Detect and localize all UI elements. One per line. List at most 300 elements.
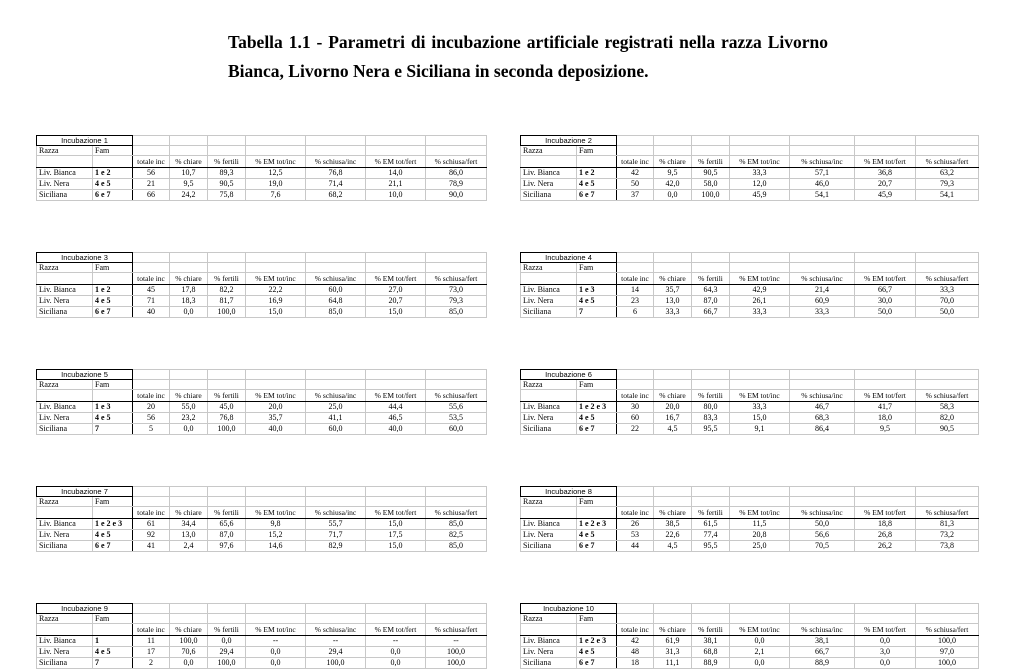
column-header: totale inc <box>133 507 170 519</box>
breed-cell: Liv. Nera <box>521 296 577 307</box>
value-cell: 90,0 <box>426 190 487 201</box>
column-header-row <box>37 273 487 285</box>
empty-cell <box>170 146 208 156</box>
value-cell: 100,0 <box>692 190 730 201</box>
column-header: % EM tot/inc <box>730 273 790 285</box>
value-cell: 100,0 <box>426 658 487 669</box>
family-cell: 6 e 7 <box>577 190 617 201</box>
empty-cell <box>730 253 790 263</box>
value-cell: 66,7 <box>692 307 730 318</box>
empty-cell <box>654 487 692 497</box>
value-cell: 63,2 <box>916 168 979 179</box>
value-cell: 15,2 <box>246 530 306 541</box>
value-cell: 42,9 <box>730 285 790 296</box>
value-cell: 20,8 <box>730 530 790 541</box>
label-row <box>521 146 979 156</box>
value-cell: 30,0 <box>855 296 916 307</box>
empty-cell <box>306 253 366 263</box>
value-cell: 42 <box>617 168 654 179</box>
column-header: % EM tot/fert <box>366 507 426 519</box>
empty-cell <box>133 497 170 507</box>
empty-cell <box>133 146 170 156</box>
empty-cell <box>170 380 208 390</box>
value-cell: 71,7 <box>306 530 366 541</box>
column-header: % chiare <box>170 390 208 402</box>
value-cell: 33,3 <box>730 402 790 413</box>
empty-cell <box>208 370 246 380</box>
value-cell: 82,9 <box>306 541 366 552</box>
value-cell: 83,3 <box>692 413 730 424</box>
value-cell: 14,0 <box>366 168 426 179</box>
value-cell: 87,0 <box>208 530 246 541</box>
value-cell: 56,6 <box>790 530 855 541</box>
empty-cell <box>692 604 730 614</box>
value-cell: 25,0 <box>730 541 790 552</box>
empty-cell <box>246 497 306 507</box>
empty-cell <box>855 497 916 507</box>
table-row <box>521 541 979 552</box>
value-cell: 31,3 <box>654 647 692 658</box>
family-cell: 1 e 2 e 3 <box>577 402 617 413</box>
empty-cell <box>170 604 208 614</box>
label-row <box>521 380 979 390</box>
column-header: % EM tot/inc <box>730 624 790 636</box>
column-header: totale inc <box>133 624 170 636</box>
breed-cell: Liv. Bianca <box>37 402 93 413</box>
value-cell: 90,5 <box>692 168 730 179</box>
empty-cell <box>426 497 487 507</box>
family-cell: 1 e 2 e 3 <box>93 519 133 530</box>
column-header: % fertili <box>692 156 730 168</box>
column-header: % chiare <box>654 390 692 402</box>
value-cell: 65,6 <box>208 519 246 530</box>
value-cell: 97,0 <box>916 647 979 658</box>
empty-cell <box>790 497 855 507</box>
family-cell: 6 e 7 <box>577 541 617 552</box>
breed-cell: Liv. Bianca <box>521 168 577 179</box>
value-cell: 3,0 <box>855 647 916 658</box>
value-cell: 54,1 <box>790 190 855 201</box>
table-title: Incubazione 4 <box>521 253 617 263</box>
value-cell: 41,7 <box>855 402 916 413</box>
fam-label: Fam <box>577 380 617 390</box>
value-cell: 20,0 <box>654 402 692 413</box>
empty-cell <box>170 370 208 380</box>
empty-cell <box>617 370 654 380</box>
table-row <box>521 530 979 541</box>
value-cell: 38,1 <box>790 636 855 647</box>
empty-cell <box>426 487 487 497</box>
empty-cell <box>306 487 366 497</box>
column-header: % EM tot/inc <box>730 390 790 402</box>
table-row <box>37 424 487 435</box>
value-cell: 80,0 <box>692 402 730 413</box>
incubation-table <box>36 135 487 201</box>
empty-cell <box>133 604 170 614</box>
empty-cell <box>133 380 170 390</box>
empty-cell <box>692 263 730 273</box>
column-header: % EM tot/inc <box>246 156 306 168</box>
table-row <box>521 168 979 179</box>
empty-cell <box>577 156 617 168</box>
value-cell: 18,3 <box>170 296 208 307</box>
value-cell: 18,8 <box>855 519 916 530</box>
breed-cell: Liv. Nera <box>37 296 93 307</box>
table-row <box>521 636 979 647</box>
value-cell: 15,0 <box>366 541 426 552</box>
table-row <box>37 647 487 658</box>
value-cell: 29,4 <box>306 647 366 658</box>
value-cell: 82,5 <box>426 530 487 541</box>
value-cell: 100,0 <box>208 658 246 669</box>
column-header: % chiare <box>170 624 208 636</box>
value-cell: 45,9 <box>730 190 790 201</box>
value-cell: 90,5 <box>916 424 979 435</box>
empty-cell <box>654 253 692 263</box>
column-header-row <box>521 624 979 636</box>
value-cell: 22 <box>617 424 654 435</box>
incubation-table <box>36 252 487 318</box>
value-cell: 85,0 <box>426 519 487 530</box>
value-cell: 46,0 <box>790 179 855 190</box>
empty-cell <box>916 263 979 273</box>
value-cell: 45,0 <box>208 402 246 413</box>
breed-cell: Liv. Nera <box>521 530 577 541</box>
empty-cell <box>692 370 730 380</box>
column-header: % fertili <box>692 624 730 636</box>
breed-cell: Liv. Nera <box>37 530 93 541</box>
value-cell: 25,0 <box>306 402 366 413</box>
empty-cell <box>37 624 93 636</box>
empty-cell <box>617 263 654 273</box>
fam-label: Fam <box>93 263 133 273</box>
empty-cell <box>617 380 654 390</box>
column-header-row <box>37 624 487 636</box>
razza-label: Razza <box>37 497 93 507</box>
value-cell: 70,0 <box>916 296 979 307</box>
value-cell: 48 <box>617 647 654 658</box>
column-header: % chiare <box>170 156 208 168</box>
value-cell: 79,3 <box>916 179 979 190</box>
breed-cell: Liv. Nera <box>521 647 577 658</box>
empty-cell <box>246 146 306 156</box>
incubation-table <box>520 486 979 552</box>
table-title: Incubazione 3 <box>37 253 133 263</box>
empty-cell <box>730 370 790 380</box>
value-cell: 38,1 <box>692 636 730 647</box>
empty-cell <box>93 624 133 636</box>
value-cell: 21,4 <box>790 285 855 296</box>
value-cell: 46,7 <box>790 402 855 413</box>
empty-cell <box>426 136 487 146</box>
value-cell: 100,0 <box>916 658 979 669</box>
empty-cell <box>617 146 654 156</box>
value-cell: 27,0 <box>366 285 426 296</box>
empty-cell <box>692 380 730 390</box>
empty-cell <box>916 614 979 624</box>
value-cell: 100,0 <box>426 647 487 658</box>
table-row <box>37 296 487 307</box>
empty-cell <box>366 380 426 390</box>
value-cell: 100,0 <box>306 658 366 669</box>
value-cell: 100,0 <box>916 636 979 647</box>
value-cell: 85,0 <box>426 307 487 318</box>
value-cell: 60,0 <box>306 285 366 296</box>
value-cell: 77,4 <box>692 530 730 541</box>
breed-cell: Liv. Nera <box>37 179 93 190</box>
value-cell: 0,0 <box>170 658 208 669</box>
empty-cell <box>790 253 855 263</box>
column-header: totale inc <box>617 273 654 285</box>
value-cell: 46,5 <box>366 413 426 424</box>
razza-label: Razza <box>521 263 577 273</box>
fam-label: Fam <box>577 263 617 273</box>
empty-cell <box>730 263 790 273</box>
label-row <box>521 614 979 624</box>
empty-cell <box>855 146 916 156</box>
value-cell: -- <box>426 636 487 647</box>
table-title-row <box>521 487 979 497</box>
value-cell: 33,3 <box>730 307 790 318</box>
value-cell: 55,6 <box>426 402 487 413</box>
empty-cell <box>37 507 93 519</box>
value-cell: 100,0 <box>208 307 246 318</box>
table-title-row <box>521 604 979 614</box>
value-cell: 0,0 <box>654 190 692 201</box>
value-cell: 41 <box>133 541 170 552</box>
column-header: % EM tot/inc <box>730 507 790 519</box>
empty-cell <box>916 604 979 614</box>
value-cell: 0,0 <box>855 636 916 647</box>
razza-label: Razza <box>521 614 577 624</box>
table-row <box>37 285 487 296</box>
empty-cell <box>577 507 617 519</box>
value-cell: 21 <box>133 179 170 190</box>
value-cell: 4,5 <box>654 541 692 552</box>
value-cell: 35,7 <box>654 285 692 296</box>
column-header: % fertili <box>208 156 246 168</box>
empty-cell <box>617 604 654 614</box>
empty-cell <box>916 253 979 263</box>
family-cell: 1 e 3 <box>93 402 133 413</box>
family-cell: 1 e 3 <box>577 285 617 296</box>
family-cell: 4 e 5 <box>577 413 617 424</box>
empty-cell <box>133 263 170 273</box>
value-cell: 40,0 <box>246 424 306 435</box>
value-cell: 60,9 <box>790 296 855 307</box>
empty-cell <box>790 263 855 273</box>
empty-cell <box>916 136 979 146</box>
empty-cell <box>730 604 790 614</box>
value-cell: 35,7 <box>246 413 306 424</box>
value-cell: 37 <box>617 190 654 201</box>
breed-cell: Liv. Nera <box>521 413 577 424</box>
value-cell: 36,8 <box>855 168 916 179</box>
table-title-row <box>37 604 487 614</box>
empty-cell <box>246 614 306 624</box>
family-cell: 1 e 2 e 3 <box>577 519 617 530</box>
column-header: % chiare <box>654 507 692 519</box>
breed-cell: Siciliana <box>37 658 93 669</box>
value-cell: 60,0 <box>426 424 487 435</box>
empty-cell <box>246 263 306 273</box>
value-cell: 86,4 <box>790 424 855 435</box>
column-header: % chiare <box>654 624 692 636</box>
table-row <box>521 285 979 296</box>
value-cell: 40 <box>133 307 170 318</box>
family-cell: 4 e 5 <box>93 647 133 658</box>
column-header: % schiusa/fert <box>426 624 487 636</box>
value-cell: 82,2 <box>208 285 246 296</box>
empty-cell <box>916 370 979 380</box>
breed-cell: Siciliana <box>37 307 93 318</box>
empty-cell <box>654 136 692 146</box>
column-header: % chiare <box>654 156 692 168</box>
family-cell: 6 e 7 <box>93 190 133 201</box>
empty-cell <box>654 604 692 614</box>
empty-cell <box>426 370 487 380</box>
breed-cell: Liv. Nera <box>37 647 93 658</box>
table-row <box>521 402 979 413</box>
value-cell: 22,6 <box>654 530 692 541</box>
empty-cell <box>208 487 246 497</box>
table-title-row <box>37 487 487 497</box>
empty-cell <box>170 497 208 507</box>
empty-cell <box>208 146 246 156</box>
family-cell: 4 e 5 <box>577 530 617 541</box>
value-cell: 0,0 <box>730 636 790 647</box>
column-header: totale inc <box>133 390 170 402</box>
incubation-table <box>36 486 487 552</box>
empty-cell <box>170 136 208 146</box>
page-title: Tabella 1.1 - Parametri di incubazione artificiale registrati nella razza Livorno Bianca, Livorno Nera e Siciliana in seconda deposizione. <box>228 32 828 81</box>
empty-cell <box>916 146 979 156</box>
value-cell: 4,5 <box>654 424 692 435</box>
table-row <box>521 647 979 658</box>
value-cell: 0,0 <box>170 307 208 318</box>
value-cell: 90,5 <box>208 179 246 190</box>
value-cell: 66 <box>133 190 170 201</box>
value-cell: 33,3 <box>790 307 855 318</box>
table-title: Incubazione 9 <box>37 604 133 614</box>
column-header: % fertili <box>692 273 730 285</box>
value-cell: 85,0 <box>306 307 366 318</box>
column-header: % schiusa/fert <box>916 390 979 402</box>
value-cell: 82,0 <box>916 413 979 424</box>
table-title: Incubazione 8 <box>521 487 617 497</box>
column-header: % schiusa/fert <box>426 507 487 519</box>
table-row <box>521 424 979 435</box>
value-cell: 34,4 <box>170 519 208 530</box>
value-cell: 15,0 <box>246 307 306 318</box>
empty-cell <box>366 263 426 273</box>
table-title-row <box>521 370 979 380</box>
table-title: Incubazione 6 <box>521 370 617 380</box>
column-header: % EM tot/inc <box>246 273 306 285</box>
empty-cell <box>577 390 617 402</box>
table-row <box>37 530 487 541</box>
family-cell: 7 <box>577 307 617 318</box>
column-header: % EM tot/fert <box>855 156 916 168</box>
value-cell: 81,7 <box>208 296 246 307</box>
value-cell: 0,0 <box>170 424 208 435</box>
empty-cell <box>366 614 426 624</box>
value-cell: 92 <box>133 530 170 541</box>
fam-label: Fam <box>93 380 133 390</box>
value-cell: 60,0 <box>306 424 366 435</box>
breed-cell: Liv. Bianca <box>37 519 93 530</box>
empty-cell <box>855 487 916 497</box>
value-cell: 10,0 <box>366 190 426 201</box>
empty-cell <box>208 497 246 507</box>
value-cell: 60 <box>617 413 654 424</box>
value-cell: 14,6 <box>246 541 306 552</box>
value-cell: 33,3 <box>654 307 692 318</box>
empty-cell <box>617 614 654 624</box>
table-row <box>521 519 979 530</box>
value-cell: 73,8 <box>916 541 979 552</box>
empty-cell <box>366 604 426 614</box>
value-cell: 2,4 <box>170 541 208 552</box>
table-title-row <box>37 253 487 263</box>
empty-cell <box>617 136 654 146</box>
empty-cell <box>790 487 855 497</box>
empty-cell <box>730 497 790 507</box>
column-header: % chiare <box>170 273 208 285</box>
column-header: % fertili <box>692 390 730 402</box>
empty-cell <box>246 380 306 390</box>
column-header: % schiusa/fert <box>426 273 487 285</box>
empty-cell <box>93 507 133 519</box>
empty-cell <box>246 253 306 263</box>
value-cell: 13,0 <box>654 296 692 307</box>
value-cell: 41,1 <box>306 413 366 424</box>
family-cell: 4 e 5 <box>93 413 133 424</box>
value-cell: 10,7 <box>170 168 208 179</box>
value-cell: 50,0 <box>855 307 916 318</box>
empty-cell <box>366 146 426 156</box>
column-header-row <box>521 390 979 402</box>
table-title: Incubazione 10 <box>521 604 617 614</box>
value-cell: 21,1 <box>366 179 426 190</box>
column-header-row <box>521 273 979 285</box>
column-header: % EM tot/fert <box>366 390 426 402</box>
value-cell: 2 <box>133 658 170 669</box>
column-header: % chiare <box>654 273 692 285</box>
breed-cell: Siciliana <box>37 190 93 201</box>
family-cell: 6 e 7 <box>577 424 617 435</box>
value-cell: 29,4 <box>208 647 246 658</box>
value-cell: 45 <box>133 285 170 296</box>
value-cell: -- <box>306 636 366 647</box>
value-cell: -- <box>246 636 306 647</box>
column-header: totale inc <box>617 156 654 168</box>
column-header-row <box>521 156 979 168</box>
empty-cell <box>730 380 790 390</box>
empty-cell <box>366 497 426 507</box>
value-cell: 26,1 <box>730 296 790 307</box>
label-row <box>521 497 979 507</box>
empty-cell <box>306 497 366 507</box>
column-header: % schiusa/inc <box>306 624 366 636</box>
table-row <box>521 413 979 424</box>
column-header-row <box>521 507 979 519</box>
table-row <box>521 658 979 669</box>
value-cell: 88,9 <box>692 658 730 669</box>
fam-label: Fam <box>93 614 133 624</box>
value-cell: 44,4 <box>366 402 426 413</box>
column-header: % chiare <box>170 507 208 519</box>
